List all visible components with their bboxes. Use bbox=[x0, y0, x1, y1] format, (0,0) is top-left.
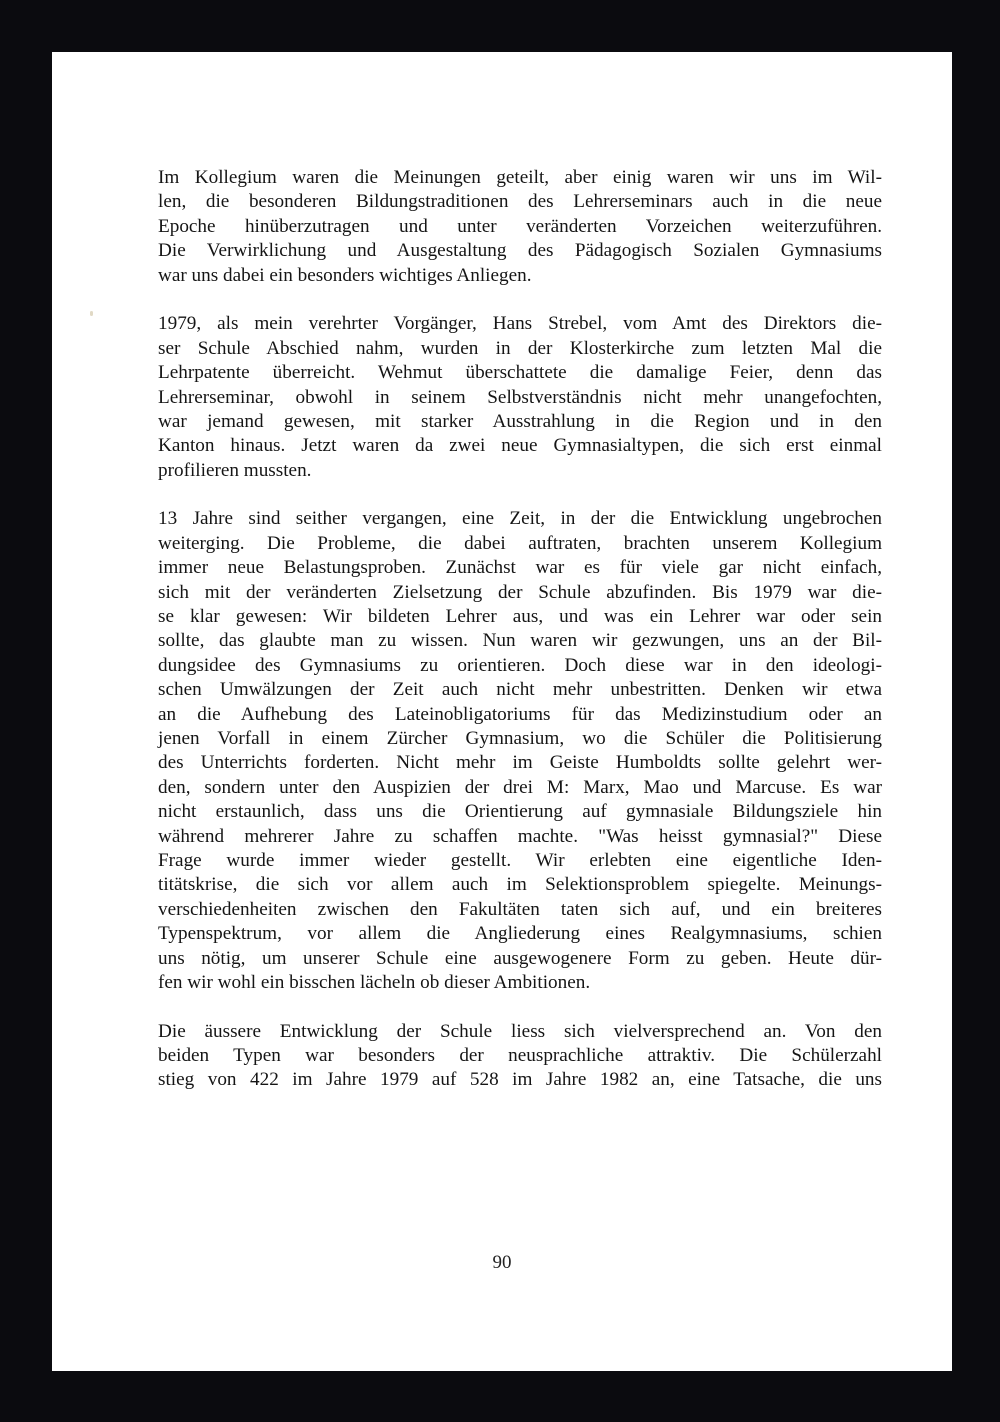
text-line: Epoche hinüberzutragen und unter veränderten Vorzeichen weiterzuführen. bbox=[158, 215, 882, 237]
text-line: schen Umwälzungen der Zeit auch nicht mehr unbestritten. Denken wir etwa bbox=[158, 679, 882, 701]
paragraph-3 bbox=[158, 507, 882, 995]
text-line: immer neue Belastungsproben. Zunächst war es für viele gar nicht einfach, bbox=[158, 557, 882, 579]
text-line: war jemand gewesen, mit starker Ausstrahlung in die Region und in den bbox=[158, 410, 882, 432]
text-line: len, die besonderen Bildungstraditionen des Lehrerseminars auch in die neue bbox=[158, 191, 882, 213]
text-line: sich mit der veränderten Zielsetzung der Schule abzufinden. Bis 1979 war die- bbox=[158, 581, 882, 603]
text-line: jenen Vorfall in einem Zürcher Gymnasium, wo die Schüler die Politisierung bbox=[158, 727, 882, 749]
scan-artifact bbox=[90, 311, 93, 316]
text-line: 1979, als mein verehrter Vorgänger, Hans Strebel, vom Amt des Direktors die- bbox=[158, 313, 882, 335]
paragraph-4 bbox=[158, 1020, 882, 1093]
text-line: Typenspektrum, vor allem die Angliederung eines Realgymnasiums, schien bbox=[158, 923, 882, 945]
text-line: verschiedenheiten zwischen den Fakultäten taten sich auf, und ein breiteres bbox=[158, 898, 882, 920]
text-line: Im Kollegium waren die Meinungen geteilt, aber einig waren wir uns im Wil- bbox=[158, 167, 882, 188]
page-number: 90 bbox=[492, 1252, 512, 1273]
text-line: Lehrpatente überreicht. Wehmut überschattete die damalige Feier, denn das bbox=[158, 362, 882, 384]
text-line: Die Verwirklichung und Ausgestaltung des Pädagogisch Sozialen Gymnasiums bbox=[158, 240, 882, 262]
document-page bbox=[52, 52, 952, 1371]
text-line: sollte, das glaubte man zu wissen. Nun waren wir gezwungen, uns an der Bil- bbox=[158, 630, 882, 652]
text-line: weiterging. Die Probleme, die dabei auftraten, brachten unserem Kollegium bbox=[158, 532, 882, 554]
text-line: war uns dabei ein besonders wichtiges Anliegen. bbox=[158, 264, 532, 286]
text-line: uns nötig, um unserer Schule eine ausgewogenere Form zu geben. Heute dür- bbox=[158, 947, 882, 969]
body-text bbox=[158, 166, 882, 1117]
text-line: 13 Jahre sind seither vergangen, eine Zeit, in der die Entwicklung ungebrochen bbox=[158, 508, 882, 530]
text-line: ser Schule Abschied nahm, wurden in der Klosterkirche zum letzten Mal die bbox=[158, 337, 882, 359]
text-line: profilieren mussten. bbox=[158, 459, 312, 481]
text-line: nicht erstaunlich, dass uns die Orientierung auf gymnasiale Bildungsziele hin bbox=[158, 801, 882, 823]
text-line: Kanton hinaus. Jetzt waren da zwei neue Gymnasialtypen, die sich erst einmal bbox=[158, 435, 882, 457]
text-line: während mehrerer Jahre zu schaffen machte. "Was heisst gymnasial?" Diese bbox=[158, 825, 882, 847]
text-line: an die Aufhebung des Lateinobligatoriums für das Medizinstudium oder an bbox=[158, 703, 882, 725]
text-line: Lehrerseminar, obwohl in seinem Selbstverständnis nicht mehr unangefochten, bbox=[158, 386, 882, 408]
text-line: dungsidee des Gymnasiums zu orientieren. Doch diese war in den ideologi- bbox=[158, 654, 882, 676]
text-line: titätskrise, die sich vor allem auch im Selektionsproblem spiegelte. Meinungs- bbox=[158, 874, 882, 896]
text-line: des Unterrichts forderten. Nicht mehr im Geiste Humboldts sollte gelehrt wer- bbox=[158, 752, 882, 774]
text-line: stieg von 422 im Jahre 1979 auf 528 im Jahre 1982 an, eine Tatsache, die uns bbox=[158, 1069, 882, 1091]
paragraph-2 bbox=[158, 312, 882, 483]
text-line: Die äussere Entwicklung der Schule liess sich vielversprechend an. Von den bbox=[158, 1020, 882, 1042]
text-line: den, sondern unter den Auspizien der drei M: Marx, Mao und Marcuse. Es war bbox=[158, 776, 882, 798]
paragraph-1 bbox=[158, 166, 882, 288]
text-line: Frage wurde immer wieder gestellt. Wir erlebten eine eigentliche Iden- bbox=[158, 849, 882, 871]
text-line: fen wir wohl ein bisschen lächeln ob dieser Ambitionen. bbox=[158, 971, 591, 993]
text-line: se klar gewesen: Wir bildeten Lehrer aus, und was ein Lehrer war oder sein bbox=[158, 606, 882, 628]
text-line: beiden Typen war besonders der neusprachliche attraktiv. Die Schülerzahl bbox=[158, 1045, 882, 1067]
